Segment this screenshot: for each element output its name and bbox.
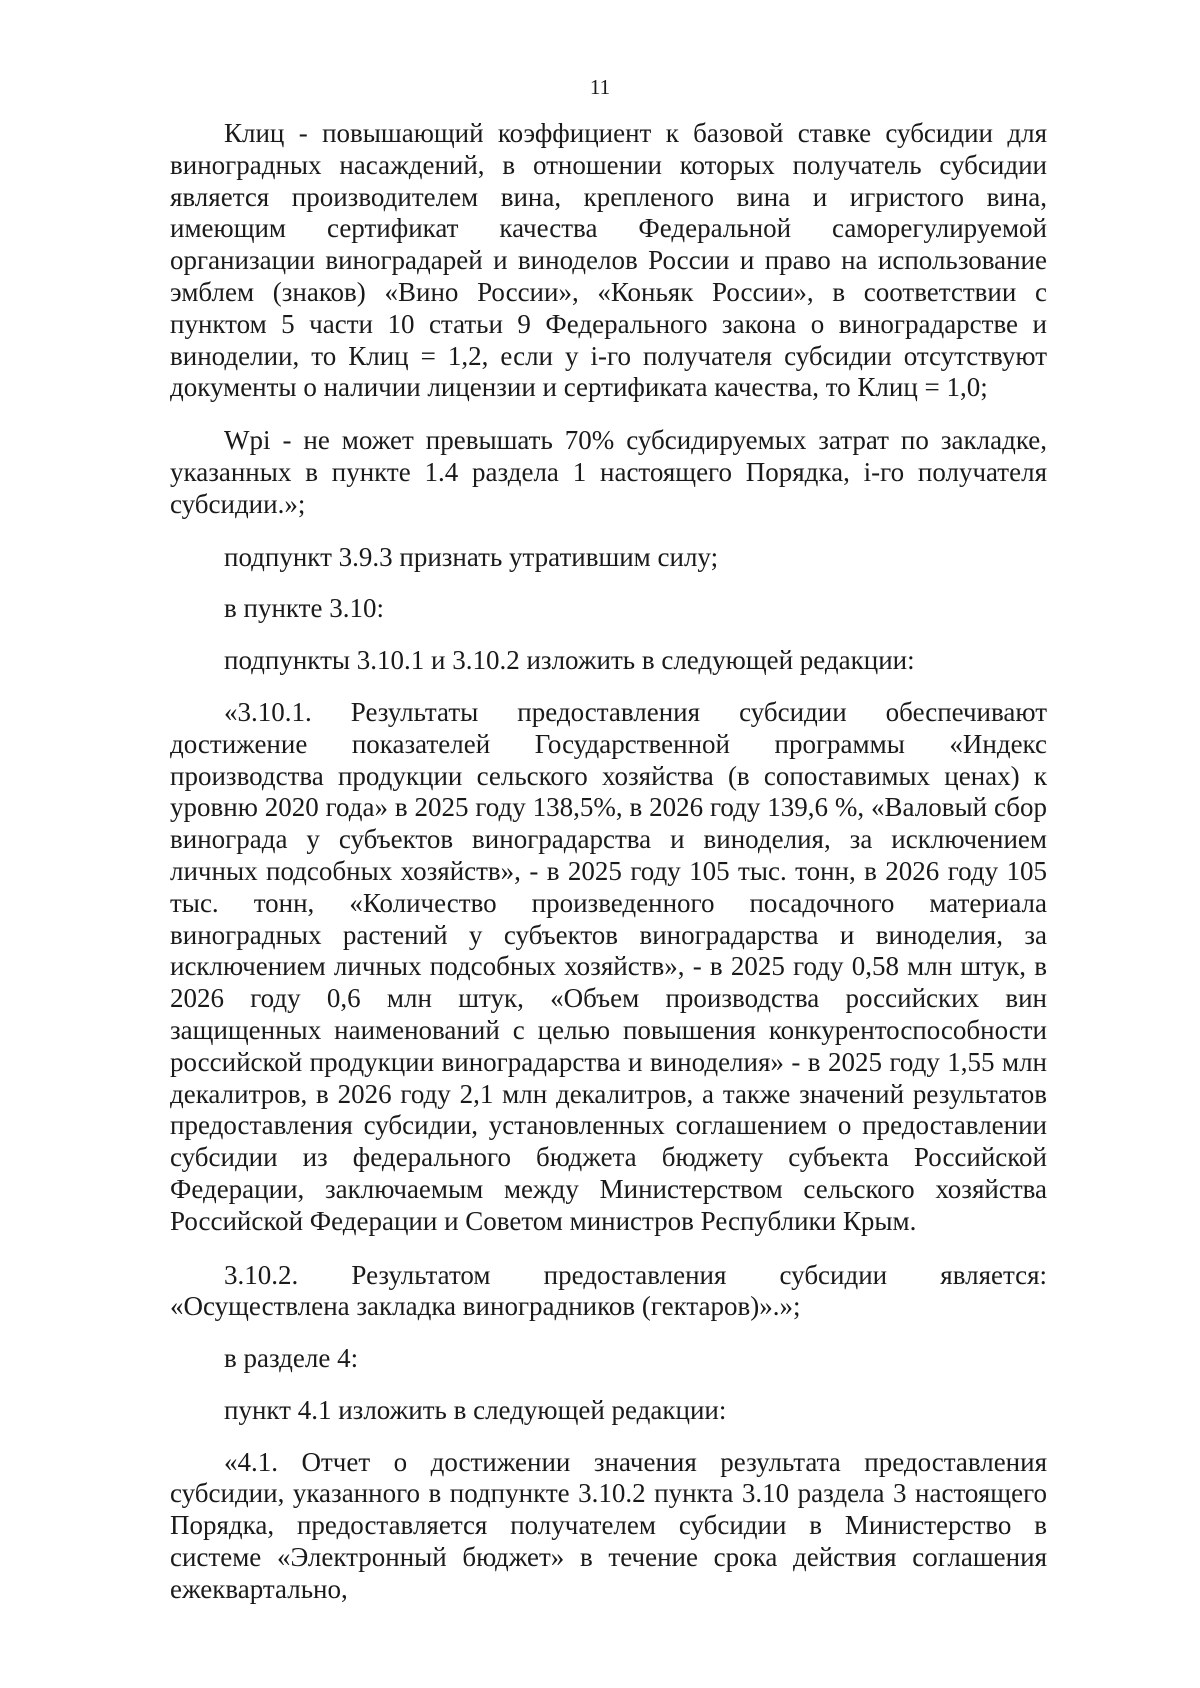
paragraph-clause-3-10: в пункте 3.10: bbox=[224, 593, 384, 624]
paragraph-wpi-limit: Wpi - не может превышать 70% субсидируемых затрат по закладке, указанных в пункте 1.4 раздела 1 настоящего Порядка, i-го получателя субсидии.»; bbox=[170, 425, 1047, 519]
paragraph-klits-coefficient: Клиц - повышающий коэффициент к базовой ставке субсидии для виноградных насаждений, в отношении которых получатель субсидии является производителем вина, крепленого вина и игристого вина, имеющим сертификат качества Федеральной саморегулируемой организации виноградарей и виноделов России и право на использование эмблем (знаков) «Вино России», «Коньяк России», в соответствии с пунктом 5 части 10 статьи 9 Федерального закона о виноградарстве и виноделии, то Клиц = 1,2, если у i-го получателя субсидии отсутствуют документы о наличии лицензии и сертификата качества, то Клиц = 1,0; bbox=[170, 118, 1047, 403]
paragraph-subclauses-intro: подпункты 3.10.1 и 3.10.2 изложить в следующей редакции: bbox=[224, 645, 915, 676]
paragraph-clause-4-1-intro: пункт 4.1 изложить в следующей редакции: bbox=[224, 1394, 727, 1425]
paragraph-section-4: в разделе 4: bbox=[224, 1343, 359, 1374]
page-number: 11 bbox=[589, 75, 611, 99]
paragraph-3-10-2-result: 3.10.2. Результатом предоставления субсидии является: «Осуществлена закладка виноградников (гектаров)».»; bbox=[170, 1259, 1047, 1322]
paragraph-4-1-report: «4.1. Отчет о достижении значения результата предоставления субсидии, указанного в подпункте 3.10.2 пункта 3.10 раздела 3 настоящего Порядка, предоставляется получателем субсидии в Министерство в системе «Электронный бюджет» в течение срока действия соглашения ежеквартально, bbox=[170, 1446, 1047, 1604]
document-body bbox=[170, 118, 1047, 1606]
paragraph-subclause-3-9-3: подпункт 3.9.3 признать утратившим силу; bbox=[224, 541, 719, 572]
paragraph-3-10-1-results: «3.10.1. Результаты предоставления субсидии обеспечивают достижение показателей Государственной программы «Индекс производства продукции сельского хозяйства (в сопоставимых ценах) к уровню 2020 года» в 2025 году 138,5%, в 2026 году 139,6 %, «Валовый сбор винограда у субъектов виноградарства и виноделия, за исключением личных подсобных хозяйств», - в 2025 году 105 тыс. тонн, в 2026 году 105 тыс. тонн, «Количество произведенного посадочного материала виноградных растений у субъектов виноградарства и виноделия, за исключением личных подсобных хозяйств», - в 2025 году 0,58 млн штук, в 2026 году 0,6 млн штук, «Объем производства российских вин защищенных наименований с целью повышения конкурентоспособности российской продукции виноградарства и виноделия» - в 2025 году 1,55 млн декалитров, в 2026 году 2,1 млн декалитров, а также значений результатов предоставления субсидии, установленных соглашением о предоставлении субсидии из федерального бюджета бюджету субъекта Российской Федерации, заключаемым между Министерством сельского хозяйства Российской Федерации и Советом министров Республики Крым. bbox=[170, 696, 1047, 1236]
